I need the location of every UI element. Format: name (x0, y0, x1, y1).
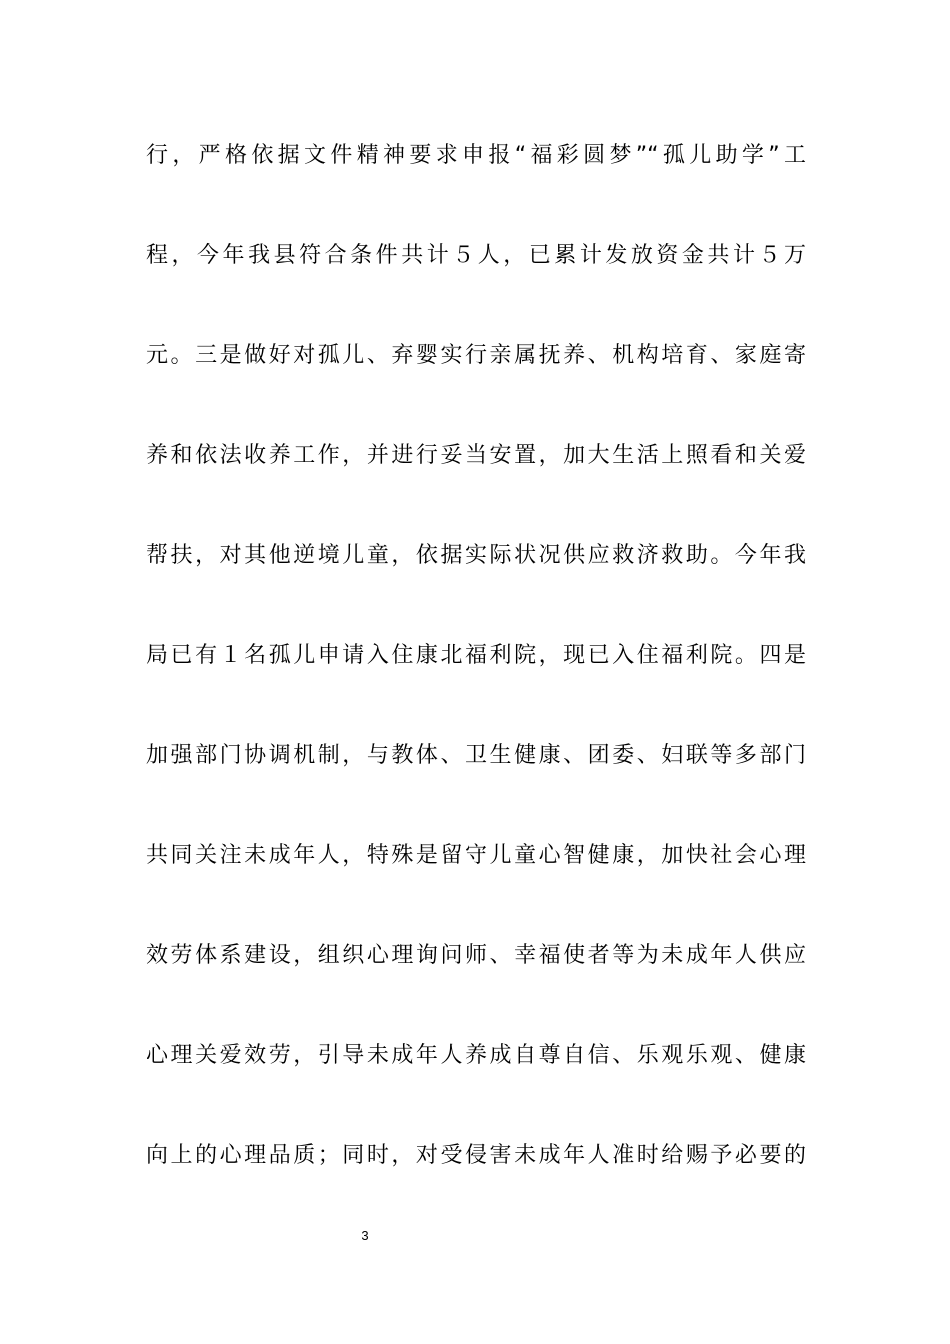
text-line: 帮扶，对其他逆境儿童，依据实际状况供应救济救助。今年我 (146, 543, 806, 568)
text-line: 程，今年我县符合条件共计５人，已累计发放资金共计５万 (146, 243, 806, 268)
page-number: 3 (361, 1228, 369, 1243)
body-text (146, 131, 806, 1231)
text-line: 效劳体系建设，组织心理询问师、幸福使者等为未成年人供应 (146, 943, 806, 968)
text-line: 元。三是做好对孤儿、弃婴实行亲属抚养、机构培育、家庭寄 (146, 343, 806, 368)
text-line: 局已有１名孤儿申请入住康北福利院，现已入住福利院。四是 (146, 643, 806, 668)
text-line: 共同关注未成年人，特殊是留守儿童心智健康，加快社会心理 (146, 843, 806, 868)
text-line: 心理关爱效劳，引导未成年人养成自尊自信、乐观乐观、健康 (146, 1043, 806, 1068)
text-line: 养和依法收养工作，并进行妥当安置，加大生活上照看和关爱 (146, 443, 806, 468)
text-line: 行，严格依据文件精神要求申报“福彩圆梦”“孤儿助学”工 (146, 143, 806, 168)
text-line: 加强部门协调机制，与教体、卫生健康、团委、妇联等多部门 (146, 743, 806, 768)
text-line: 向上的心理品质；同时，对受侵害未成年人准时给赐予必要的 (146, 1143, 806, 1168)
